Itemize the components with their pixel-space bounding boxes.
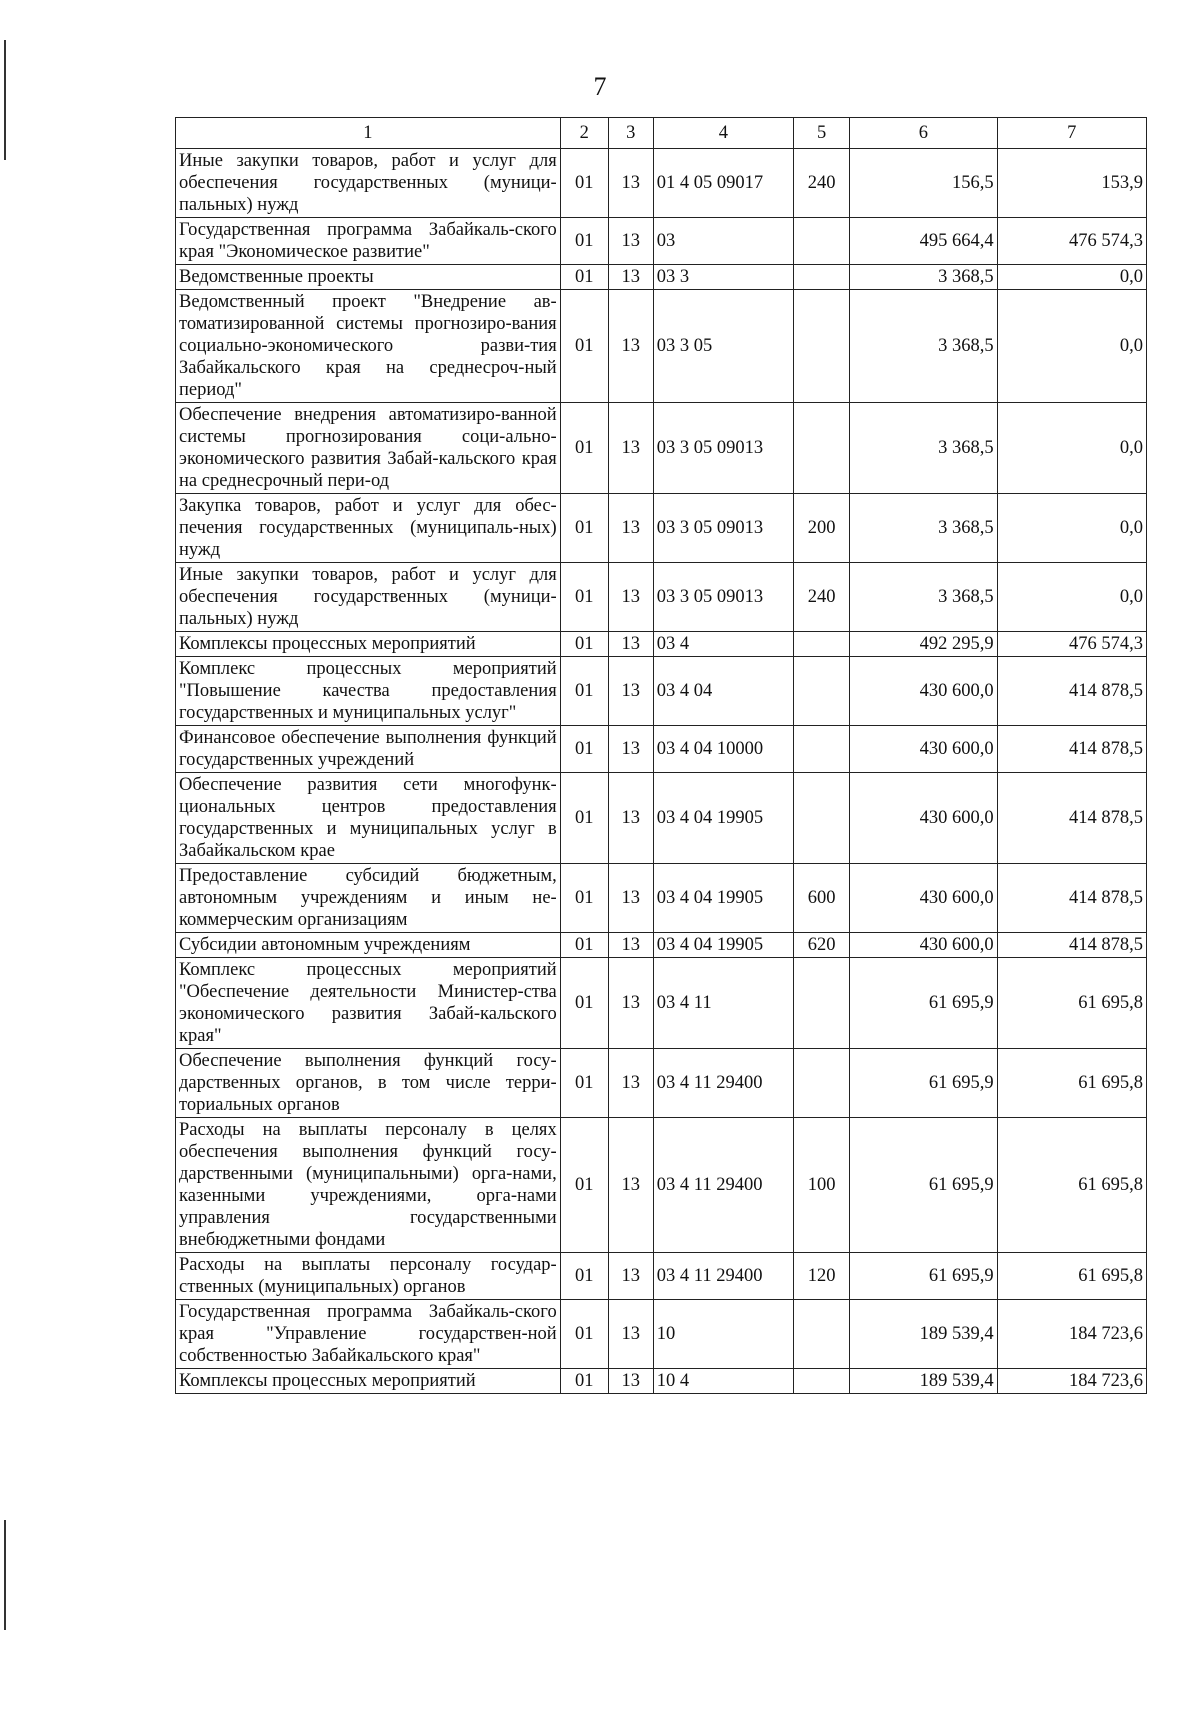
section-code: 01	[560, 563, 608, 632]
subsection-code: 13	[608, 933, 653, 958]
subsection-code: 13	[608, 958, 653, 1049]
subsection-code: 13	[608, 563, 653, 632]
subsection-code: 13	[608, 265, 653, 290]
expense-type-code: 240	[793, 149, 849, 218]
section-code: 01	[560, 1118, 608, 1253]
amount-year-2: 414 878,5	[997, 773, 1146, 864]
amount-year-2: 0,0	[997, 265, 1146, 290]
amount-year-2: 476 574,3	[997, 218, 1146, 265]
row-name: Субсидии автономным учреждениям	[176, 933, 561, 958]
section-code: 01	[560, 403, 608, 494]
subsection-code: 13	[608, 1369, 653, 1394]
amount-year-1: 189 539,4	[850, 1369, 997, 1394]
row-name: Иные закупки товаров, работ и услуг для обеспечения государственных (муници-пальных) нужд	[176, 149, 561, 218]
expense-type-code	[793, 773, 849, 864]
amount-year-1: 495 664,4	[850, 218, 997, 265]
row-name: Расходы на выплаты персоналу государ-ственных (муниципальных) органов	[176, 1253, 561, 1300]
subsection-code: 13	[608, 632, 653, 657]
column-header: 5	[793, 118, 849, 149]
section-code: 01	[560, 773, 608, 864]
amount-year-1: 3 368,5	[850, 290, 997, 403]
target-article-code: 03	[653, 218, 793, 265]
expense-type-code: 200	[793, 494, 849, 563]
column-header: 1	[176, 118, 561, 149]
section-code: 01	[560, 933, 608, 958]
subsection-code: 13	[608, 864, 653, 933]
target-article-code: 10	[653, 1300, 793, 1369]
amount-year-2: 153,9	[997, 149, 1146, 218]
target-article-code: 03 3 05 09013	[653, 563, 793, 632]
expense-type-code	[793, 290, 849, 403]
amount-year-1: 189 539,4	[850, 1300, 997, 1369]
table-row	[176, 403, 1147, 494]
section-code: 01	[560, 657, 608, 726]
row-name: Комплексы процессных мероприятий	[176, 632, 561, 657]
table-row	[176, 218, 1147, 265]
column-header: 6	[850, 118, 997, 149]
budget-table	[175, 117, 1147, 1394]
table-row	[176, 657, 1147, 726]
table-row	[176, 958, 1147, 1049]
table-row	[176, 1300, 1147, 1369]
amount-year-2: 476 574,3	[997, 632, 1146, 657]
row-name: Обеспечение внедрения автоматизиро-ванной системы прогнозирования соци-ально-экономического развития Забай-кальского края на среднесрочный пери-од	[176, 403, 561, 494]
amount-year-1: 430 600,0	[850, 933, 997, 958]
section-code: 01	[560, 958, 608, 1049]
row-name: Предоставление субсидий бюджетным, автономным учреждениям и иным не-коммерческим организациям	[176, 864, 561, 933]
amount-year-1: 3 368,5	[850, 403, 997, 494]
column-header: 4	[653, 118, 793, 149]
amount-year-1: 61 695,9	[850, 1118, 997, 1253]
expense-type-code: 620	[793, 933, 849, 958]
section-code: 01	[560, 726, 608, 773]
table-row	[176, 563, 1147, 632]
amount-year-2: 414 878,5	[997, 933, 1146, 958]
scan-margin-mark	[4, 40, 6, 160]
subsection-code: 13	[608, 403, 653, 494]
amount-year-2: 414 878,5	[997, 657, 1146, 726]
table-row	[176, 149, 1147, 218]
section-code: 01	[560, 494, 608, 563]
target-article-code: 10 4	[653, 1369, 793, 1394]
row-name: Финансовое обеспечение выполнения функций государственных учреждений	[176, 726, 561, 773]
expense-type-code	[793, 726, 849, 773]
target-article-code: 03 4 04 19905	[653, 864, 793, 933]
table-row	[176, 632, 1147, 657]
amount-year-1: 430 600,0	[850, 726, 997, 773]
amount-year-1: 156,5	[850, 149, 997, 218]
section-code: 01	[560, 265, 608, 290]
section-code: 01	[560, 290, 608, 403]
subsection-code: 13	[608, 290, 653, 403]
expense-type-code: 100	[793, 1118, 849, 1253]
expense-type-code	[793, 632, 849, 657]
target-article-code: 03 4 04	[653, 657, 793, 726]
expense-type-code	[793, 218, 849, 265]
expense-type-code: 240	[793, 563, 849, 632]
target-article-code: 03 4 11 29400	[653, 1253, 793, 1300]
expense-type-code: 120	[793, 1253, 849, 1300]
row-name: Государственная программа Забайкаль-ского края "Управление государствен-ной собственностью Забайкальского края"	[176, 1300, 561, 1369]
target-article-code: 03 4 04 19905	[653, 933, 793, 958]
amount-year-2: 414 878,5	[997, 864, 1146, 933]
amount-year-2: 61 695,8	[997, 958, 1146, 1049]
section-code: 01	[560, 632, 608, 657]
column-header: 3	[608, 118, 653, 149]
target-article-code: 03 4 04 10000	[653, 726, 793, 773]
column-header: 2	[560, 118, 608, 149]
row-name: Иные закупки товаров, работ и услуг для обеспечения государственных (муници-пальных) нужд	[176, 563, 561, 632]
target-article-code: 03 4 11 29400	[653, 1118, 793, 1253]
table-row	[176, 1049, 1147, 1118]
target-article-code: 03 3 05 09013	[653, 494, 793, 563]
amount-year-2: 184 723,6	[997, 1369, 1146, 1394]
expense-type-code	[793, 1300, 849, 1369]
table-row	[176, 726, 1147, 773]
amount-year-1: 430 600,0	[850, 773, 997, 864]
subsection-code: 13	[608, 1253, 653, 1300]
expense-type-code	[793, 657, 849, 726]
column-header: 7	[997, 118, 1146, 149]
section-code: 01	[560, 1049, 608, 1118]
amount-year-1: 61 695,9	[850, 958, 997, 1049]
expense-type-code	[793, 958, 849, 1049]
expense-type-code	[793, 1049, 849, 1118]
section-code: 01	[560, 218, 608, 265]
subsection-code: 13	[608, 1118, 653, 1253]
row-name: Ведомственные проекты	[176, 265, 561, 290]
subsection-code: 13	[608, 1300, 653, 1369]
amount-year-1: 3 368,5	[850, 563, 997, 632]
subsection-code: 13	[608, 218, 653, 265]
section-code: 01	[560, 1369, 608, 1394]
target-article-code: 03 4 11	[653, 958, 793, 1049]
subsection-code: 13	[608, 657, 653, 726]
amount-year-2: 0,0	[997, 403, 1146, 494]
amount-year-2: 0,0	[997, 563, 1146, 632]
row-name: Комплекс процессных мероприятий "Повышение качества предоставления государственных и муниципальных услуг"	[176, 657, 561, 726]
row-name: Комплекс процессных мероприятий "Обеспечение деятельности Министер-ства экономического развития Забай-кальского края"	[176, 958, 561, 1049]
expense-type-code: 600	[793, 864, 849, 933]
page-number: 7	[593, 72, 607, 101]
target-article-code: 03 4	[653, 632, 793, 657]
amount-year-2: 61 695,8	[997, 1253, 1146, 1300]
amount-year-2: 184 723,6	[997, 1300, 1146, 1369]
section-code: 01	[560, 1300, 608, 1369]
amount-year-1: 430 600,0	[850, 864, 997, 933]
amount-year-1: 61 695,9	[850, 1049, 997, 1118]
table-row	[176, 290, 1147, 403]
table-row	[176, 933, 1147, 958]
target-article-code: 01 4 05 09017	[653, 149, 793, 218]
target-article-code: 03 4 04 19905	[653, 773, 793, 864]
table-row	[176, 494, 1147, 563]
table-row	[176, 265, 1147, 290]
target-article-code: 03 3	[653, 265, 793, 290]
expense-type-code	[793, 403, 849, 494]
section-code: 01	[560, 149, 608, 218]
subsection-code: 13	[608, 494, 653, 563]
target-article-code: 03 4 11 29400	[653, 1049, 793, 1118]
row-name: Обеспечение выполнения функций госу-дарственных органов, в том числе терри-ториальных органов	[176, 1049, 561, 1118]
subsection-code: 13	[608, 726, 653, 773]
header-row	[176, 118, 1147, 149]
expense-type-code	[793, 265, 849, 290]
table-row	[176, 864, 1147, 933]
row-name: Ведомственный проект "Внедрение ав-томатизированной системы прогнозиро-вания социально-экономического разви-тия Забайкальского края на среднесроч-ный период"	[176, 290, 561, 403]
table-row	[176, 1369, 1147, 1394]
table-row	[176, 1118, 1147, 1253]
amount-year-2: 61 695,8	[997, 1118, 1146, 1253]
row-name: Закупка товаров, работ и услуг для обес-печения государственных (муниципаль-ных) нужд	[176, 494, 561, 563]
amount-year-2: 61 695,8	[997, 1049, 1146, 1118]
row-name: Комплексы процессных мероприятий	[176, 1369, 561, 1394]
subsection-code: 13	[608, 149, 653, 218]
table-row	[176, 1253, 1147, 1300]
expense-type-code	[793, 1369, 849, 1394]
amount-year-1: 3 368,5	[850, 494, 997, 563]
section-code: 01	[560, 1253, 608, 1300]
row-name: Обеспечение развития сети многофунк-циональных центров предоставления государственных и муниципальных услуг в Забайкальском крае	[176, 773, 561, 864]
subsection-code: 13	[608, 1049, 653, 1118]
amount-year-1: 492 295,9	[850, 632, 997, 657]
amount-year-1: 3 368,5	[850, 265, 997, 290]
amount-year-1: 430 600,0	[850, 657, 997, 726]
row-name: Государственная программа Забайкаль-ского края "Экономическое развитие"	[176, 218, 561, 265]
target-article-code: 03 3 05 09013	[653, 403, 793, 494]
amount-year-2: 0,0	[997, 290, 1146, 403]
row-name: Расходы на выплаты персоналу в целях обеспечения выполнения функций госу-дарственными (муниципальными) орга-нами, казенными учреждениями, орга-нами управления государственными внебюджетными фондами	[176, 1118, 561, 1253]
amount-year-2: 0,0	[997, 494, 1146, 563]
table-row	[176, 773, 1147, 864]
target-article-code: 03 3 05	[653, 290, 793, 403]
subsection-code: 13	[608, 773, 653, 864]
scan-margin-mark	[4, 1520, 6, 1630]
section-code: 01	[560, 864, 608, 933]
amount-year-2: 414 878,5	[997, 726, 1146, 773]
amount-year-1: 61 695,9	[850, 1253, 997, 1300]
